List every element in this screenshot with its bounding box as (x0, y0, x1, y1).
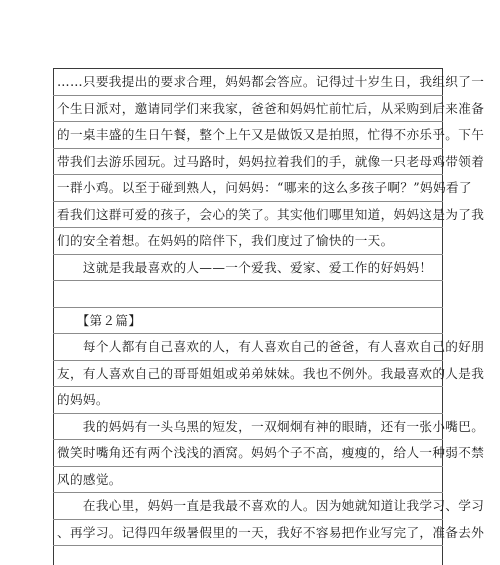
text-line: 看我们这群可爱的孩子，会心的笑了。其实他们哪里知道，妈妈这是为了我 (57, 207, 485, 222)
text-line: 每个人都有自己喜欢的人，有人喜欢自己的爸爸，有人喜欢自己的好朋 (57, 339, 485, 354)
ruled-line (53, 333, 443, 334)
ruled-line (53, 95, 443, 96)
ruled-line (53, 227, 443, 228)
ruled-line (53, 492, 443, 493)
text-line: 带我们去游乐园玩。过马路时，妈妈拉着我们的手，就像一只老母鸡带领着 (57, 154, 485, 169)
text-line: 我的妈妈有一头乌黑的短发，一双炯炯有神的眼睛，还有一张小嘴巴。 (57, 419, 485, 434)
text-line: 在我心里，妈妈一直是我最不喜欢的人。因为她就知道让我学习、学习 (57, 498, 485, 513)
ruled-line (53, 519, 443, 520)
text-line: 微笑时嘴角还有两个浅浅的酒窝。妈妈个子不高，瘦瘦的，给人一种弱不禁 (57, 445, 485, 460)
text-line: 友，有人喜欢自己的哥哥姐姐或弟弟妹妹。我也不例外。我最喜欢的人是我 (57, 366, 485, 381)
text-line: 个生日派对，邀请同学们来我家，爸爸和妈妈忙前忙后，从采购到后来准备 (57, 101, 485, 116)
ruled-line (53, 307, 443, 308)
ruled-line (53, 360, 443, 361)
text-line: 这就是我最喜欢的人——一个爱我、爱家、爱工作的好妈妈！ (57, 260, 433, 275)
ruled-line (53, 413, 443, 414)
ruled-line (53, 254, 443, 255)
text-line: 一群小鸡。以至于碰到熟人，问妈妈：“哪来的这么多孩子啊？”妈妈看了 (57, 180, 472, 195)
text-line: 【第２篇】 (57, 313, 142, 328)
text-line: 、再学习。记得四年级暑假里的一天，我好不容易把作业写完了，准备去外 (57, 525, 485, 540)
ruled-line (53, 121, 443, 122)
text-line: ……只要我提出的要求合理，妈妈都会答应。记得过十岁生日，我组织了一 (57, 74, 485, 89)
text-line: 风的感觉。 (57, 472, 122, 487)
ruled-line (53, 386, 443, 387)
ruled-line (53, 201, 443, 202)
ruled-line (53, 466, 443, 467)
ruled-line (53, 545, 443, 546)
ruled-line (53, 174, 443, 175)
ruled-line (53, 280, 443, 281)
text-line: 的一桌丰盛的生日午餐，整个上午又是做饭又是拍照，忙得不亦乐乎。下午 (57, 127, 485, 142)
ruled-line (53, 439, 443, 440)
ruled-line (53, 148, 443, 149)
text-line: 们的安全着想。在妈妈的陪伴下，我们度过了愉快的一天。 (57, 233, 394, 248)
text-line: 的妈妈。 (57, 392, 109, 407)
